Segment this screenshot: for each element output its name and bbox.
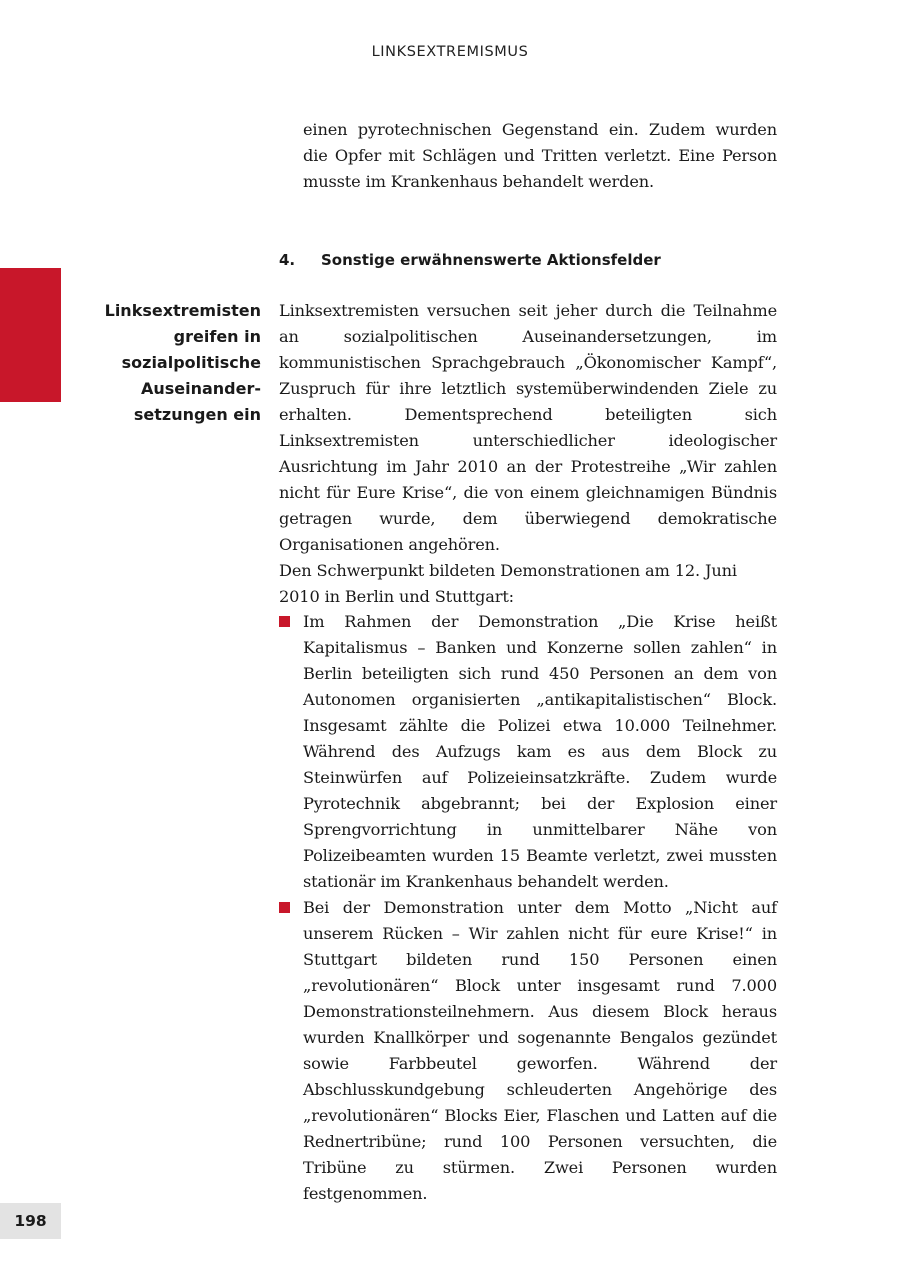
square-bullet-icon — [279, 902, 290, 913]
square-bullet-icon — [279, 616, 290, 627]
margin-note-line: sozialpolitische — [121, 353, 261, 372]
margin-note-line: greifen in — [173, 327, 261, 346]
chapter-color-tab — [0, 268, 61, 402]
list-item — [279, 895, 777, 1207]
body-paragraph: Linksextremisten versuchen seit jeher durch die Teilnahme an sozialpolitischen Auseinandersetzungen, im kommunistischen Sprachgebrauch „Ökonomischer Kampf“, Zuspruch für ihre letztlich systemüberwindenden Ziele zu erhalten. Dementsprechend beteiligten sich Linksextremisten unterschiedlicher ideologischer Ausrichtung im Jahr 2010 an der Protestreihe „Wir zahlen nicht für Eure Krise“, die von einem gleichnamigen Bündnis getragen wurde, dem überwiegend demokratische Organisationen angehören. — [279, 301, 777, 554]
section-title: Sonstige erwähnenswerte Aktionsfelder — [321, 251, 661, 269]
page-number: 198 — [0, 1203, 61, 1239]
running-header: LINKSEXTREMISMUS — [371, 44, 529, 60]
margin-note-line: Auseinander- — [140, 379, 261, 398]
intro-paragraph: einen pyrotechnischen Gegenstand ein. Zudem wurden die Opfer mit Schlägen und Tritten verletzt. Eine Person musste im Krankenhaus behandelt werden. — [303, 120, 777, 191]
section-number: 4. — [279, 251, 296, 269]
margin-note-line: setzungen ein — [133, 405, 261, 424]
list-item — [279, 609, 777, 895]
bullet-list — [279, 609, 777, 1207]
section-heading — [279, 248, 661, 272]
margin-note — [80, 298, 261, 428]
list-item-text: Im Rahmen der Demonstration „Die Krise heißt Kapitalismus – Banken und Konzerne sollen zahlen“ in Berlin beteiligten sich rund 450 Personen an dem von Autonomen organisierten „antikapitalistischen“ Block. Insgesamt zählte die Polizei etwa 10.000 Teilnehmer. Während des Aufzugs kam es aus dem Block zu Steinwürfen auf Polizeieinsatzkräfte. Zudem wurde Pyrotechnik abgebrannt; bei der Explosion einer Sprengvorrichtung in unmittelbarer Nähe von Polizeibeamten wurden 15 Beamte verletzt, zwei mussten stationär im Krankenhaus behandelt werden. — [303, 612, 777, 891]
list-item-text: Bei der Demonstration unter dem Motto „Nicht auf unserem Rücken – Wir zahlen nicht für eure Krise!“ in Stuttgart bildeten rund 150 Personen einen „revolutionären“ Block unter insgesamt rund 7.000 Demonstrationsteilnehmern. Aus diesem Block heraus wurden Knallkörper und sogenannte Bengalos gezündet sowie Farbbeutel geworfen. Während der Abschlusskundgebung schleuderten Angehörige des „revolutionären“ Blocks Eier, Flaschen und Latten auf die Rednertribüne; rund 100 Personen versuchten, die Tribüne zu stürmen. Zwei Personen wurden festgenommen. — [303, 898, 777, 1203]
body-paragraph: Den Schwerpunkt bildeten Demonstrationen am 12. Juni 2010 in Berlin und Stuttgart: — [279, 561, 737, 606]
margin-note-line: Linksextremisten — [104, 301, 261, 320]
